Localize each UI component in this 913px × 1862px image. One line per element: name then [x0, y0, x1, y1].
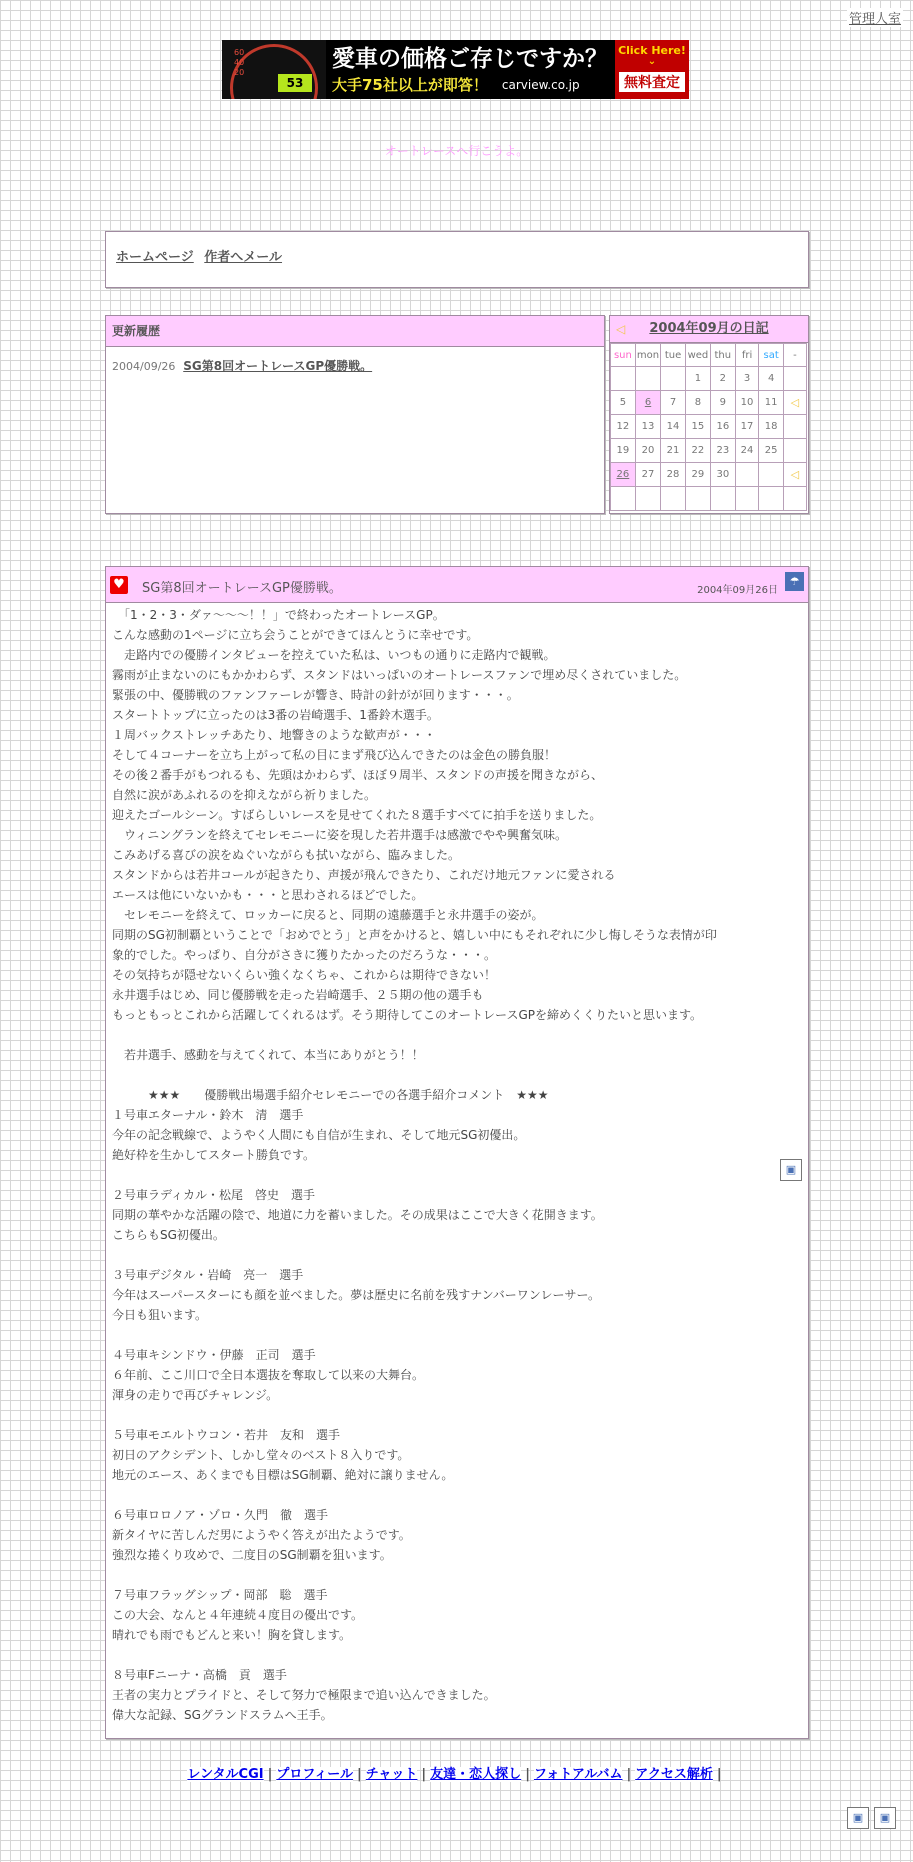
entry-line: 初日のアクシデント、しかし堂々のベスト８入りです。 — [112, 1448, 410, 1462]
banner-cta-top: Click Here! — [618, 44, 686, 57]
calendar-day: 23 — [711, 439, 736, 463]
update-history-header: 更新履歴 — [106, 316, 604, 347]
entry-line: 同期の華やかな活躍の陰で、地道に力を蓄いました。その成果はここで大きく花開きます。 — [112, 1208, 603, 1222]
calendar-day: 4 — [759, 367, 783, 391]
admin-room-link[interactable]: 管理人室 — [847, 8, 903, 27]
day-header: tue — [661, 344, 686, 367]
entry-line: １号車エターナル・鈴木 清 選手 — [112, 1108, 304, 1122]
calendar-grid — [610, 343, 807, 511]
broken-image-icon: ▣ — [780, 1159, 802, 1181]
day-header: sat — [759, 344, 783, 367]
entry-line: ３号車デジタル・岩崎 亮一 選手 — [112, 1268, 304, 1282]
calendar-panel — [609, 315, 809, 514]
calendar-day-link[interactable]: 6 — [635, 391, 661, 415]
calendar-day: 12 — [611, 415, 636, 439]
calendar-day — [735, 463, 759, 487]
entry-line: エースは他にいないかも・・・と思わされるほどでした。 — [112, 888, 424, 902]
calendar-day: 17 — [735, 415, 759, 439]
update-history-panel — [105, 315, 605, 514]
entry-line: 王者の実力とプライドと、そして努力で極限まで追い込んできました。 — [112, 1688, 496, 1702]
entry-line — [112, 1645, 802, 1665]
entry-line: この大会、なんと４年連続４度目の優出です。 — [112, 1608, 364, 1622]
calendar-day — [783, 439, 806, 463]
footer-link-rental-cgi[interactable]: レンタルCGI — [187, 1767, 264, 1782]
banner-brand: carview.co.jp — [501, 77, 580, 92]
entry-line: こちらもSG初優出。 — [112, 1228, 225, 1242]
entry-line — [112, 1565, 802, 1585]
entry-line: 新タイヤに苦しんだ男にようやく答えが出たようです。 — [112, 1528, 411, 1542]
entry-line: 「1・2・3・ダァ～～～！！」で終わったオートレースGP。 — [112, 608, 445, 622]
entry-line: その気持ちが隠せないくらい強くなくちゃ、これからは期待できない！ — [112, 968, 497, 982]
calendar-day: 21 — [661, 439, 686, 463]
calendar-day: 20 — [635, 439, 661, 463]
entry-line: ６年前、ここ川口で全日本選抜を奪取して以来の大舞台。 — [112, 1368, 425, 1382]
banner-headline: 愛車の価格ご存じですか？ — [332, 46, 608, 72]
calendar-day: 1 — [685, 367, 710, 391]
entry-line: ６号車ロロノア・ゾロ・久門 徹 選手 — [112, 1508, 329, 1522]
footer-links: レンタルCGI | プロフィール | チャット | 友達・恋人探し | フォトアルバム | アクセス解析 | — [187, 1767, 722, 1782]
entry-line: 今日も狙います。 — [112, 1308, 208, 1322]
entry-line: 霧雨が止まないのにもかかわらず、スタンドはいっぱいのオートレースファンで埋め尽くされていました。 — [112, 668, 687, 682]
calendar-day — [661, 367, 686, 391]
entry-line: そして４コーナーを立ち上がって私の目にまず飛び込んできたのは金色の勝負服！ — [112, 748, 557, 762]
prev-month-icon[interactable]: ◁ — [616, 322, 626, 336]
entry-line: 絶好枠を生かしてスタート勝負です。 — [112, 1148, 316, 1162]
entry-line: もっともっとこれから活躍してくれるはず。そう期待してこのオートレースGPを締めくくりたいと思います。 — [112, 1008, 703, 1022]
calendar-day: 3 — [735, 367, 759, 391]
calendar-day — [759, 463, 783, 487]
calendar-day — [759, 487, 783, 511]
day-header: mon — [635, 344, 661, 367]
entry-line: スタートトップに立ったのは3番の岩崎選手、1番鈴木選手。 — [112, 708, 439, 722]
entry-line: 強烈な捲くり攻めで、二度目のSG制覇を狙います。 — [112, 1548, 392, 1562]
calendar-day — [735, 487, 759, 511]
calendar-day: 8 — [685, 391, 710, 415]
entry-line: 晴れでも雨でもどんと来い！胸を貸します。 — [112, 1628, 352, 1642]
calendar-day: 30 — [711, 463, 736, 487]
day-header: fri — [735, 344, 759, 367]
entry-body — [106, 603, 808, 1725]
entry-line: 永井選手はじめ、同じ優勝戦を走った岩崎選手、２５期の他の選手も — [112, 988, 484, 1002]
calendar-day — [635, 487, 661, 511]
entry-line: こみあげる喜びの涙をぬぐいながらも拭いながら、臨みました。 — [112, 848, 461, 862]
entry-line: 同期のSG初制覇ということで「おめでとう」と声をかけると、嬉しい中にもそれぞれに少し悔しそうな表情が印 — [112, 928, 717, 942]
list-item — [106, 347, 604, 384]
heart-icon: ♥ — [110, 576, 128, 594]
broken-image-icon: ▣ — [874, 1807, 896, 1829]
entry-line: 走路内での優勝インタビューを控えていた私は、いつもの通りに走路内で観戦。 — [112, 648, 556, 662]
site-title: オートレースへ行こうよ。 — [384, 144, 529, 158]
calendar-day: 11 — [759, 391, 783, 415]
footer-link-friends[interactable]: 友達・恋人探し — [430, 1767, 522, 1782]
calendar-day — [783, 487, 806, 511]
entry-line: ５号車モエルトウコン・若井 友和 選手 — [112, 1428, 341, 1442]
footer-link-photo-album[interactable]: フォトアルバム — [533, 1767, 623, 1782]
entry-line: ４号車キシンドウ・伊藤 正司 選手 — [112, 1348, 316, 1362]
footer-link-access-analysis[interactable]: アクセス解析 — [635, 1767, 713, 1782]
calendar-day — [711, 487, 736, 511]
calendar-day — [635, 367, 661, 391]
entry-line — [112, 1165, 802, 1185]
entry-line: こんな感動の1ページに立ち会うことができてほんとうに幸せです。 — [112, 628, 479, 642]
ad-banner[interactable] — [222, 40, 689, 99]
entry-line — [112, 1025, 802, 1045]
day-header: - — [783, 344, 806, 367]
entry-line: 迎えたゴールシーン。すばらしいレースを見せてくれた８選手すべてに拍手を送りました。 — [112, 808, 602, 822]
week-arrow-icon[interactable]: ◁ — [783, 463, 806, 487]
calendar-day-link[interactable]: 26 — [611, 463, 636, 487]
entry-line: 地元のエース、あくまでも目標はSG制覇、絶対に譲りません。 — [112, 1468, 454, 1482]
calendar-day: 22 — [685, 439, 710, 463]
banner-cta-button[interactable] — [615, 40, 689, 99]
entry-line: 今年の記念戦線で、ようやく人間にも自信が生まれ、そして地元SG初優出。 — [112, 1128, 526, 1142]
calendar-day: 14 — [661, 415, 686, 439]
banner-cta-label: 無料査定 — [619, 72, 685, 92]
entry-line: ７号車フラッグシップ・岡部 聡 選手 — [112, 1588, 328, 1602]
nav-box — [105, 231, 809, 288]
entry-line: ウィニングランを終えてセレモニーに姿を現した若井選手は感激でやや興奮気味。 — [112, 828, 568, 842]
calendar-day: 19 — [611, 439, 636, 463]
mail-author-link[interactable]: 作者へメール — [204, 250, 283, 265]
calendar-day: 7 — [661, 391, 686, 415]
calendar-day: 9 — [711, 391, 736, 415]
calendar-day — [661, 487, 686, 511]
calendar-day: 18 — [759, 415, 783, 439]
calendar-day — [685, 487, 710, 511]
entry-line: １周バックストレッチあたり、地響きのような歓声が・・・ — [112, 728, 436, 742]
entry-line — [112, 1485, 802, 1505]
calendar-day: 10 — [735, 391, 759, 415]
calendar-day: 13 — [635, 415, 661, 439]
day-header: sun — [611, 344, 636, 367]
update-title-link[interactable]: SG第8回オートレースGP優勝戦。 — [183, 359, 373, 373]
entry-line: 渾身の走りで再びチャレンジ。 — [112, 1388, 279, 1402]
calendar-day — [783, 415, 806, 439]
entry-line — [112, 1245, 802, 1265]
speedometer-icon — [222, 40, 326, 99]
calendar-day — [783, 367, 806, 391]
calendar-day: 28 — [661, 463, 686, 487]
rain-cloud-icon: ☂ — [785, 572, 804, 591]
calendar-day: 24 — [735, 439, 759, 463]
entry-line: 偉大な記録、SGグランドスラムへ王手。 — [112, 1708, 333, 1722]
day-header: thu — [711, 344, 736, 367]
entry-line — [112, 1325, 802, 1345]
day-header: wed — [685, 344, 710, 367]
broken-image-icon: ▣ — [847, 1807, 869, 1829]
calendar-title[interactable]: 2004年09月の日記 — [649, 321, 769, 336]
diary-entry — [105, 566, 809, 1739]
entry-line — [112, 1405, 802, 1425]
calendar-day: 2 — [711, 367, 736, 391]
calendar-day — [611, 487, 636, 511]
speed-readout: 53 — [278, 74, 312, 92]
entry-line: ★★★ 優勝戦出場選手紹介セレモニーでの各選手紹介コメント ★★★ — [112, 1088, 549, 1102]
entry-line — [112, 1065, 802, 1085]
entry-line: ８号車Fニーナ・高橋 貢 選手 — [112, 1668, 287, 1682]
calendar-day: 5 — [611, 391, 636, 415]
calendar-day: 15 — [685, 415, 710, 439]
chevron-down-icon: ⌄ — [647, 56, 657, 67]
footer-link-chat[interactable]: チャット — [365, 1767, 418, 1782]
entry-line: 象的でした。やっぱり、自分がさきに獲りたかったのだろうな・・・。 — [112, 948, 497, 962]
gauge-numbers: 60 40 20 — [234, 48, 245, 77]
entry-line: スタンドからは若井コールが起きたり、声援が飛んできたり、これだけ地元ファンに愛される — [112, 868, 616, 882]
entry-date: 2004年09月26日 — [697, 585, 778, 596]
entry-line: 今年はスーパースターにも顔を並べました。夢は歴史に名前を残すナンバーワンレーサー。 — [112, 1288, 600, 1302]
entry-line: ２号車ラディカル・松尾 啓史 選手 — [112, 1188, 316, 1202]
home-link[interactable]: ホームページ — [116, 250, 194, 265]
week-arrow-icon[interactable]: ◁ — [783, 391, 806, 415]
entry-line: 自然に涙があふれるのを抑えながら祈りました。 — [112, 788, 377, 802]
banner-subtext: 大手75社以上が即答！ — [332, 76, 488, 94]
calendar-day: 27 — [635, 463, 661, 487]
entry-line: その後２番手がもつれるも、先頭はかわらず、ほぼ９周半、スタンドの声援を聞きながら、 — [112, 768, 604, 782]
update-date: 2004/09/26 — [112, 360, 176, 373]
calendar-day — [611, 367, 636, 391]
entry-title: SG第8回オートレースGP優勝戦。 — [142, 581, 342, 596]
calendar-day: 16 — [711, 415, 736, 439]
entry-line: セレモニーを終えて、ロッカーに戻ると、同期の遠藤選手と永井選手の姿が。 — [112, 908, 544, 922]
calendar-day: 25 — [759, 439, 783, 463]
entry-line: 緊張の中、優勝戦のファンファーレが響き、時計の針がが回ります・・・。 — [112, 688, 519, 702]
footer-link-profile[interactable]: プロフィール — [276, 1767, 354, 1782]
entry-line: 若井選手、感動を与えてくれて、本当にありがとう！！ — [112, 1048, 424, 1062]
calendar-day: 29 — [685, 463, 710, 487]
